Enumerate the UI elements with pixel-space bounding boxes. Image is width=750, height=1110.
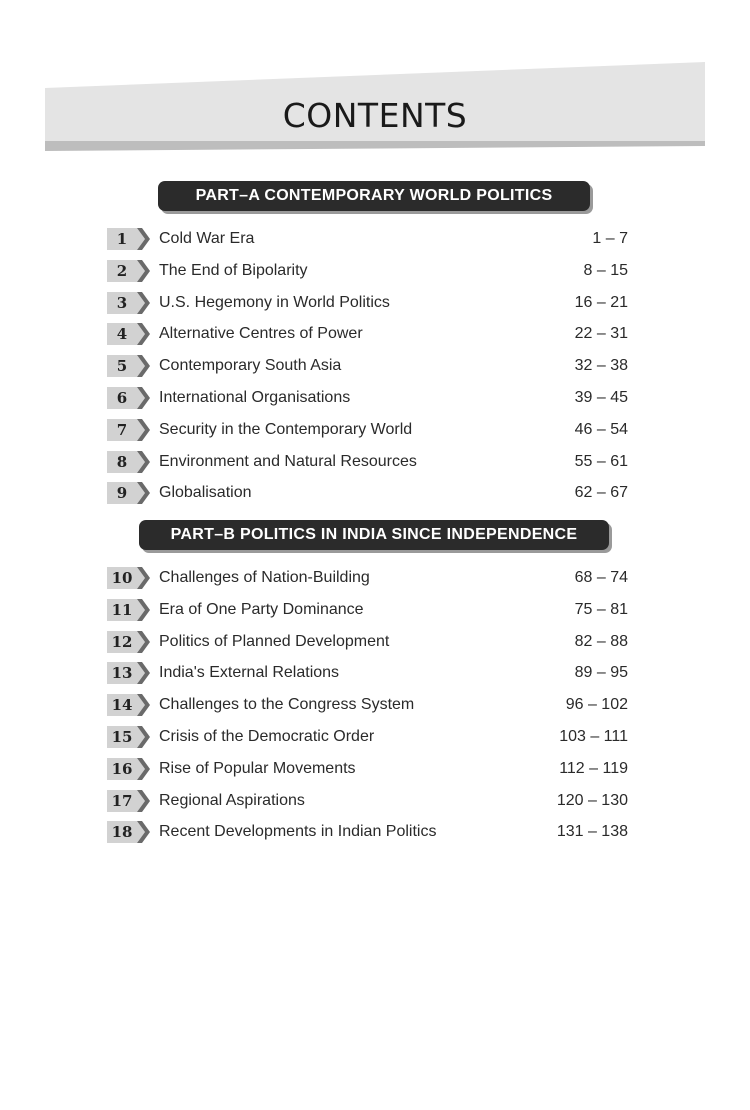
chapter-row[interactable] — [107, 224, 631, 256]
chapter-number: 10 — [111, 569, 133, 587]
chapter-number-badge — [107, 567, 151, 589]
chapter-pages: 1 – 7 — [592, 230, 628, 247]
chapter-number-badge — [107, 821, 151, 843]
chapter-number: 12 — [111, 632, 133, 651]
part-a-header: PART–A CONTEMPORARY WORLD POLITICS — [158, 181, 590, 211]
chapter-number-badge — [107, 758, 151, 780]
chapter-title: The End of Bipolarity — [159, 261, 308, 279]
chapter-pages: 112 – 119 — [559, 759, 628, 777]
chapter-pages: 22 – 31 — [574, 325, 628, 343]
chapter-number-badge — [107, 355, 151, 377]
chapter-title: Rise of Popular Movements — [159, 759, 356, 777]
chapter-pages: 75 – 81 — [574, 600, 628, 618]
chapter-row[interactable] — [107, 658, 631, 690]
chapter-title: Challenges to the Congress System — [159, 696, 415, 714]
part-b-chapter-list — [107, 563, 631, 849]
chapter-row[interactable] — [107, 288, 631, 320]
part-b-header: PART–B POLITICS IN INDIA SINCE INDEPENDENCE — [139, 520, 609, 550]
chapter-number: 9 — [116, 484, 128, 503]
chapter-row[interactable] — [107, 754, 631, 786]
chapter-row[interactable] — [107, 817, 631, 849]
part-a-chapter-list — [107, 224, 631, 510]
chapter-number-badge — [107, 790, 151, 812]
chapter-number-badge — [107, 260, 151, 282]
chapter-pages: 89 – 95 — [574, 664, 628, 682]
title-banner — [0, 0, 750, 160]
chapter-title: Alternative Centres of Power — [159, 325, 363, 343]
page-title: CONTENTS — [282, 96, 468, 135]
chapter-pages: 120 – 130 — [556, 791, 628, 809]
chapter-row[interactable] — [107, 415, 631, 447]
chapter-number-badge — [107, 662, 151, 684]
chapter-number-badge — [107, 419, 151, 441]
chapter-title: U.S. Hegemony in World Politics — [159, 293, 390, 311]
chapter-number-badge — [107, 451, 151, 473]
chapter-number: 7 — [116, 420, 128, 439]
chapter-number-badge — [107, 631, 151, 653]
chapter-pages: 16 – 21 — [574, 293, 628, 311]
chapter-pages: 8 – 15 — [583, 261, 628, 279]
chapter-number: 11 — [111, 600, 133, 619]
chapter-pages: 46 – 54 — [574, 420, 628, 438]
chapter-number: 14 — [111, 696, 133, 715]
chapter-pages: 55 – 61 — [574, 452, 628, 470]
chapter-title: Environment and Natural Resources — [159, 452, 417, 470]
chapter-number: 6 — [116, 388, 128, 407]
chapter-title: Globalisation — [159, 484, 252, 502]
chapter-pages: 62 – 67 — [574, 484, 628, 502]
chapter-pages: 68 – 74 — [574, 569, 628, 586]
chapter-row[interactable] — [107, 351, 631, 383]
chapter-title: Crisis of the Democratic Order — [159, 727, 375, 745]
title-banner-shape — [0, 0, 750, 160]
chapter-title: Contemporary South Asia — [159, 357, 342, 375]
chapter-pages: 103 – 111 — [559, 727, 628, 745]
chapter-pages: 131 – 138 — [556, 823, 628, 841]
chapter-pages: 96 – 102 — [565, 696, 628, 714]
chapter-number: 13 — [111, 664, 133, 683]
chapter-row[interactable] — [107, 319, 631, 351]
chapter-title: India's External Relations — [159, 664, 340, 682]
chapter-pages: 82 – 88 — [574, 632, 628, 650]
chapter-number-badge — [107, 482, 151, 504]
chapter-number-badge — [107, 323, 151, 345]
chapter-number-badge — [107, 694, 151, 716]
chapter-row[interactable] — [107, 627, 631, 659]
chapter-row[interactable] — [107, 447, 631, 479]
chapter-title: Security in the Contemporary World — [159, 420, 413, 438]
chapter-number: 16 — [111, 759, 133, 778]
chapter-number: 18 — [111, 823, 133, 842]
chapter-number: 4 — [116, 325, 128, 344]
chapter-row[interactable] — [107, 256, 631, 288]
chapter-pages: 32 – 38 — [574, 357, 628, 375]
chapter-number: 8 — [116, 452, 128, 471]
chapter-number: 15 — [111, 727, 133, 746]
chapter-title: Regional Aspirations — [159, 791, 305, 809]
chapter-number-badge — [107, 726, 151, 748]
chapter-title: International Organisations — [159, 388, 351, 406]
chapter-title: Politics of Planned Development — [159, 632, 390, 650]
chapter-row[interactable] — [107, 383, 631, 415]
chapter-row[interactable] — [107, 478, 631, 510]
chapter-title: Cold War Era — [159, 230, 255, 247]
chapter-number-badge — [107, 292, 151, 314]
chapter-pages: 39 – 45 — [574, 388, 628, 406]
chapter-number: 17 — [111, 791, 133, 810]
chapter-title: Recent Developments in Indian Politics — [159, 823, 437, 841]
chapter-number-badge — [107, 599, 151, 621]
chapter-number: 5 — [116, 357, 128, 376]
chapter-row[interactable] — [107, 690, 631, 722]
chapter-number-badge — [107, 228, 151, 250]
chapter-number: 3 — [116, 293, 128, 312]
chapter-title: Challenges of Nation-Building — [159, 569, 370, 586]
chapter-row[interactable] — [107, 786, 631, 818]
chapter-number: 1 — [116, 230, 128, 248]
chapter-row[interactable] — [107, 722, 631, 754]
chapter-number-badge — [107, 387, 151, 409]
chapter-number: 2 — [116, 261, 128, 280]
chapter-row[interactable] — [107, 595, 631, 627]
chapter-title: Era of One Party Dominance — [159, 600, 364, 618]
chapter-row[interactable] — [107, 563, 631, 595]
